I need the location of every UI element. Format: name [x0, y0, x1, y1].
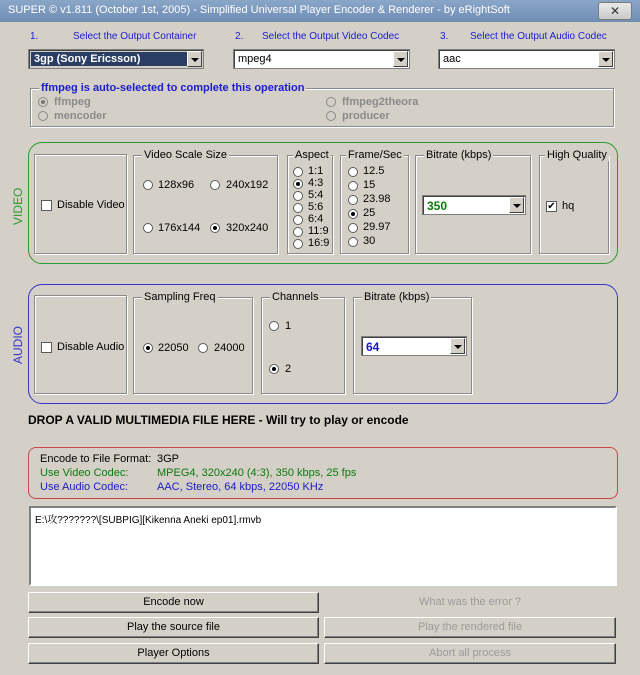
container-select-value: 3gp (Sony Ericsson) [31, 52, 195, 66]
summary-value: MPEG4, 320x240 (4:3), 350 kbps, 25 fps [157, 467, 357, 479]
fps-radio[interactable] [348, 167, 358, 177]
sampling-freq-title: Sampling Freq [144, 291, 216, 303]
channels-title: Channels [272, 291, 319, 303]
chevron-down-icon[interactable] [187, 51, 202, 67]
container-select[interactable] [28, 49, 204, 69]
video-bitrate-value: 350 [427, 199, 448, 213]
summary-key: Use Video Codec: [40, 467, 129, 479]
engine-radio-mencoder[interactable] [38, 111, 48, 121]
disable-audio-checkbox[interactable] [41, 342, 52, 353]
summary-key: Use Audio Codec: [40, 481, 129, 493]
scale-radio-240x192[interactable] [210, 180, 220, 190]
check-icon: ✔ [547, 201, 556, 212]
aspect-radio[interactable] [293, 167, 303, 177]
step2-label: Select the Output Video Codec [262, 31, 400, 42]
play-source-button[interactable]: Play the source file [28, 617, 319, 638]
abort-button[interactable]: Abort all process [324, 643, 616, 664]
aspect-radio[interactable] [293, 215, 303, 225]
encode-now-button[interactable]: Encode now [28, 592, 319, 613]
fps-radio[interactable] [348, 195, 358, 205]
player-options-button[interactable]: Player Options [28, 643, 319, 664]
chevron-down-icon[interactable] [393, 51, 408, 67]
fps-radio[interactable] [348, 181, 358, 191]
what-was-error-button[interactable]: What was the error ? [418, 596, 522, 608]
disable-audio-label: Disable Audio [57, 341, 125, 353]
scale-label-128x96: 128x96 [158, 179, 195, 191]
engine-label-producer: producer [342, 110, 390, 122]
video-bitrate-title: Bitrate (kbps) [426, 149, 492, 161]
fps-label: 23.98 [363, 193, 391, 205]
title-bar[interactable] [0, 0, 640, 22]
window-title: SUPER © v1.811 (October 1st, 2005) - Simplified Universal Player Encoder & Renderer - by eRightSoft [8, 4, 510, 16]
fps-label: 30 [363, 235, 376, 247]
audio-bitrate-select[interactable] [361, 336, 467, 356]
video-codec-select[interactable] [233, 49, 410, 69]
disable-video-label: Disable Video [57, 199, 125, 211]
aspect-radio[interactable] [293, 227, 303, 237]
play-rendered-button[interactable]: Play the rendered file [324, 617, 616, 638]
engine-label-mencoder: mencoder [54, 110, 107, 122]
step3-number: 3. [440, 31, 449, 42]
channel-radio-2[interactable] [269, 364, 279, 374]
aspect-radio[interactable] [293, 191, 303, 201]
scale-label-176x144: 176x144 [158, 222, 201, 234]
engine-label-ffmpeg: ffmpeg [54, 96, 91, 108]
aspect-title: Aspect [295, 149, 329, 161]
channel-label-2: 2 [285, 363, 292, 375]
aspect-label: 5:6 [308, 201, 324, 213]
close-icon: ✕ [609, 4, 621, 18]
engine-title: ffmpeg is auto-selected to complete this operation [41, 82, 305, 94]
channels-group [261, 291, 345, 394]
scale-label-240x192: 240x192 [226, 179, 269, 191]
freq-label-22050: 22050 [158, 342, 189, 354]
aspect-label: 16:9 [308, 237, 330, 249]
engine-group [30, 82, 614, 127]
aspect-label: 11:9 [308, 225, 329, 237]
freq-label-24000: 24000 [214, 342, 245, 354]
aspect-label: 6:4 [308, 213, 324, 225]
video-side-label: VIDEO [11, 187, 25, 225]
engine-label-ffmpeg2theora: ffmpeg2theora [342, 96, 419, 108]
summary-key: Encode to File Format: [40, 453, 152, 465]
scale-radio-320x240[interactable] [210, 223, 220, 233]
video-bitrate-select[interactable] [422, 195, 526, 215]
fps-title: Frame/Sec [348, 149, 402, 161]
summary-value: AAC, Stereo, 64 kbps, 22050 KHz [157, 481, 324, 493]
scale-radio-128x96[interactable] [143, 180, 153, 190]
video-scale-title: Video Scale Size [144, 149, 227, 161]
hq-label: hq [562, 200, 575, 212]
fps-label: 15 [363, 179, 376, 191]
audio-codec-select[interactable] [438, 49, 615, 69]
file-list[interactable] [29, 506, 617, 586]
aspect-radio[interactable] [293, 203, 303, 213]
summary-value: 3GP [157, 453, 180, 465]
aspect-radio[interactable] [293, 239, 303, 249]
engine-radio-producer[interactable] [326, 111, 336, 121]
step1-number: 1. [30, 31, 39, 42]
engine-radio-ffmpeg[interactable] [38, 97, 48, 107]
chevron-down-icon[interactable] [509, 197, 524, 213]
aspect-label: 5:4 [308, 189, 324, 201]
chevron-down-icon[interactable] [598, 51, 613, 67]
file-list-entry[interactable]: E:\攻???????\[SUBPIG][Kikenna Aneki ep01].rmvb [35, 515, 262, 526]
fps-label: 25 [363, 207, 376, 219]
freq-radio-24000[interactable] [198, 343, 208, 353]
step3-label: Select the Output Audio Codec [470, 31, 607, 42]
video-codec-select-value: mpeg4 [238, 53, 272, 65]
high-quality-title: High Quality [547, 149, 607, 161]
disable-video-checkbox[interactable] [41, 200, 52, 211]
audio-codec-select-value: aac [443, 53, 461, 65]
channel-label-1: 1 [285, 320, 292, 332]
channel-radio-1[interactable] [269, 321, 279, 331]
aspect-label: 1:1 [308, 165, 324, 177]
engine-radio-ffmpeg2theora[interactable] [326, 97, 336, 107]
fps-label: 29.97 [363, 221, 391, 233]
hq-checkbox[interactable] [546, 201, 557, 212]
fps-radio[interactable] [348, 223, 358, 233]
close-button[interactable] [598, 2, 632, 20]
freq-radio-22050[interactable] [143, 343, 153, 353]
aspect-radio[interactable] [293, 179, 303, 189]
fps-radio[interactable] [348, 209, 358, 219]
audio-side-label: AUDIO [11, 325, 25, 364]
drop-zone-label[interactable]: DROP A VALID MULTIMEDIA FILE HERE - Will try to play or encode [28, 413, 409, 427]
aspect-label: 4:3 [308, 177, 324, 189]
audio-bitrate-value: 64 [366, 340, 380, 354]
scale-radio-176x144[interactable] [143, 223, 153, 233]
fps-radio[interactable] [348, 237, 358, 247]
fps-label: 12.5 [363, 165, 385, 177]
audio-bitrate-title: Bitrate (kbps) [364, 291, 430, 303]
scale-label-320x240: 320x240 [226, 222, 269, 234]
video-scale-group [133, 149, 278, 254]
step2-number: 2. [235, 31, 244, 42]
step1-label: Select the Output Container [73, 31, 197, 42]
chevron-down-icon[interactable] [450, 338, 465, 354]
